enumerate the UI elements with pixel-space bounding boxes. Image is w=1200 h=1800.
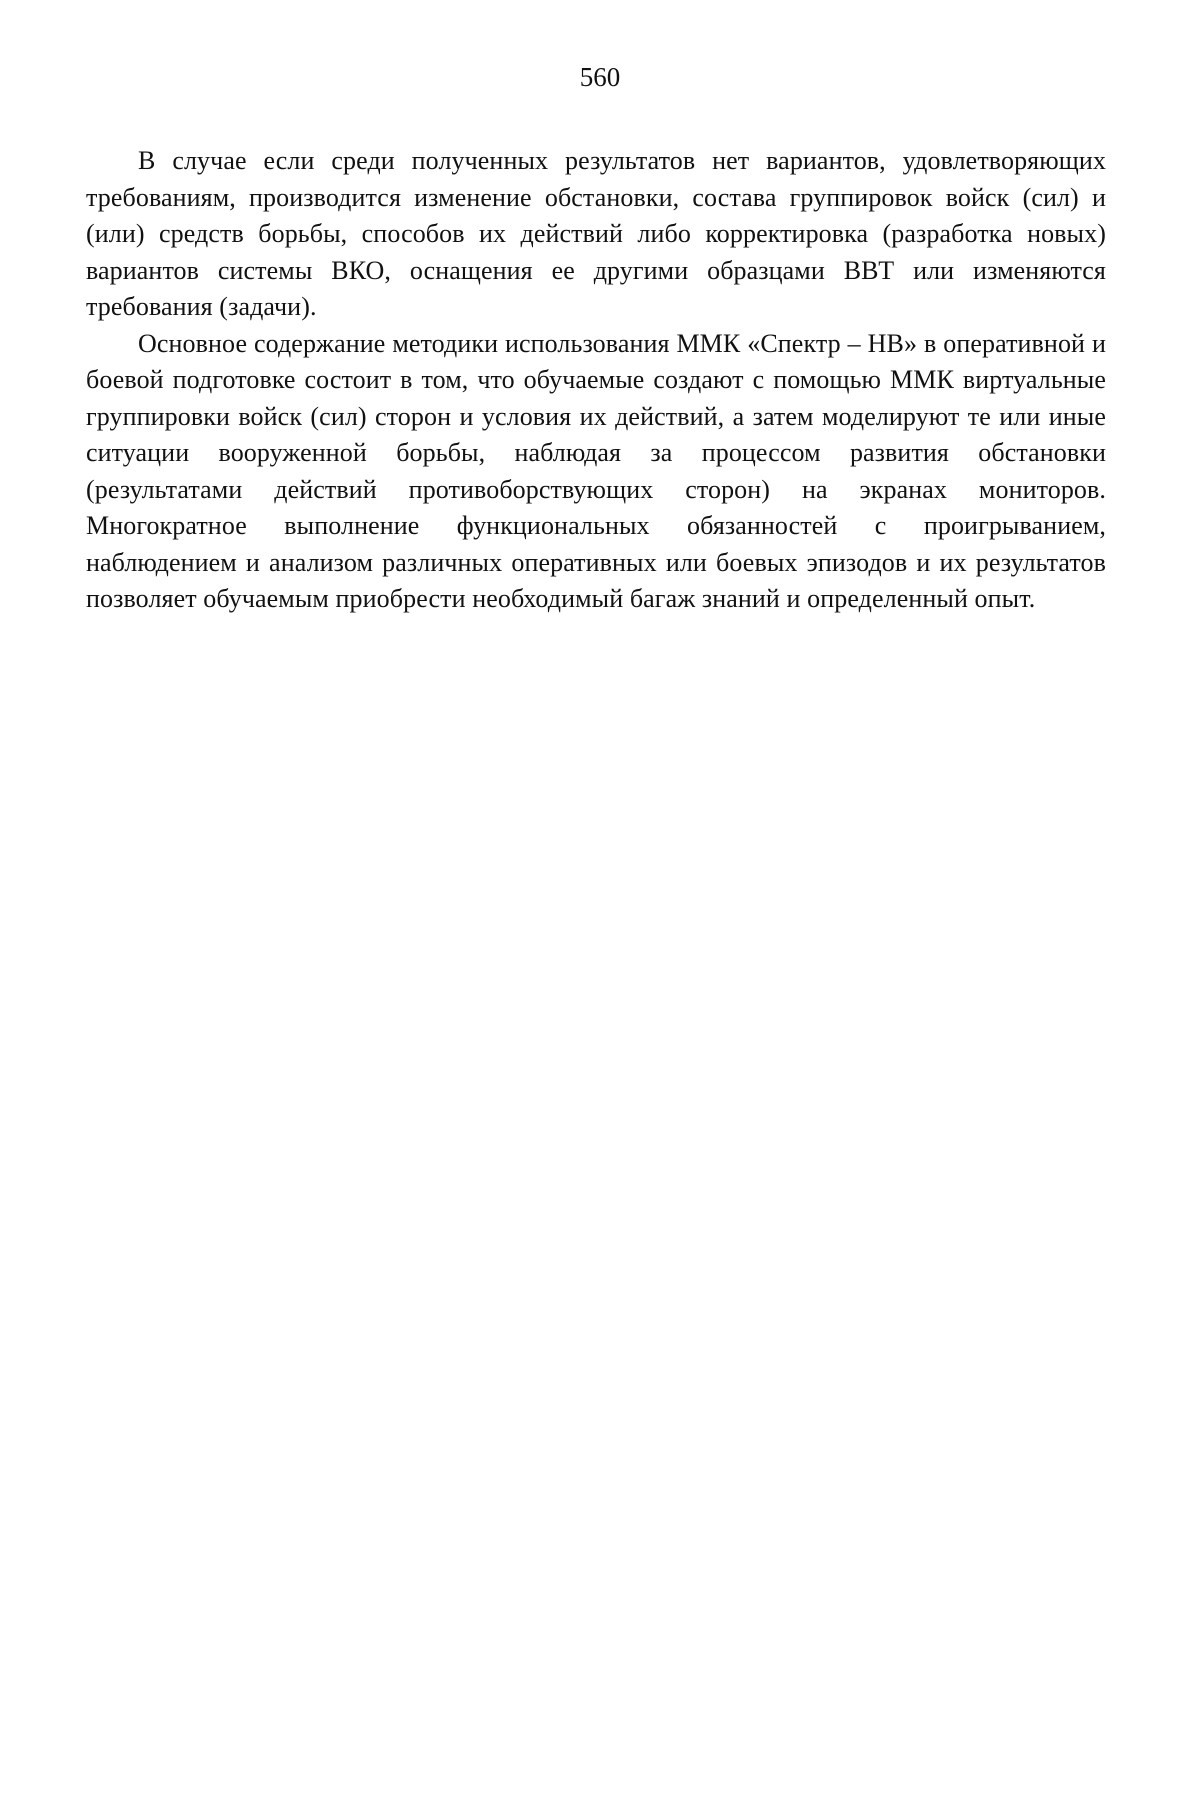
paragraph-1: В случае если среди полученных результатов нет вариантов, удовлетворяющих требованиям, производится изменение обстановки, состава группировок войск (сил) и (или) средств борьбы, способов их действий либо корректировка (разработка новых) вариантов системы ВКО, оснащения ее другими образцами ВВТ или изменяются требования (задачи). <box>86 146 1106 321</box>
body-text <box>86 143 1106 618</box>
page-number: 560 <box>579 62 621 92</box>
paragraph-2: Основное содержание методики использования ММК «Спектр – НВ» в оперативной и боевой подготовке состоит в том, что обучаемые создают с помощью ММК виртуальные группировки войск (сил) сторон и условия их действий, а затем моделируют те или иные ситуации вооруженной борьбы, наблюдая за процессом развития обстановки (результатами действий противоборствующих сторон) на экранах мониторов. Многократное выполнение функциональных обязанностей с проигрыванием, наблюдением и анализом различных оперативных или боевых эпизодов и их результатов позволяет обучаемым приобрести необходимый багаж знаний и определенный опыт. <box>86 328 1106 613</box>
